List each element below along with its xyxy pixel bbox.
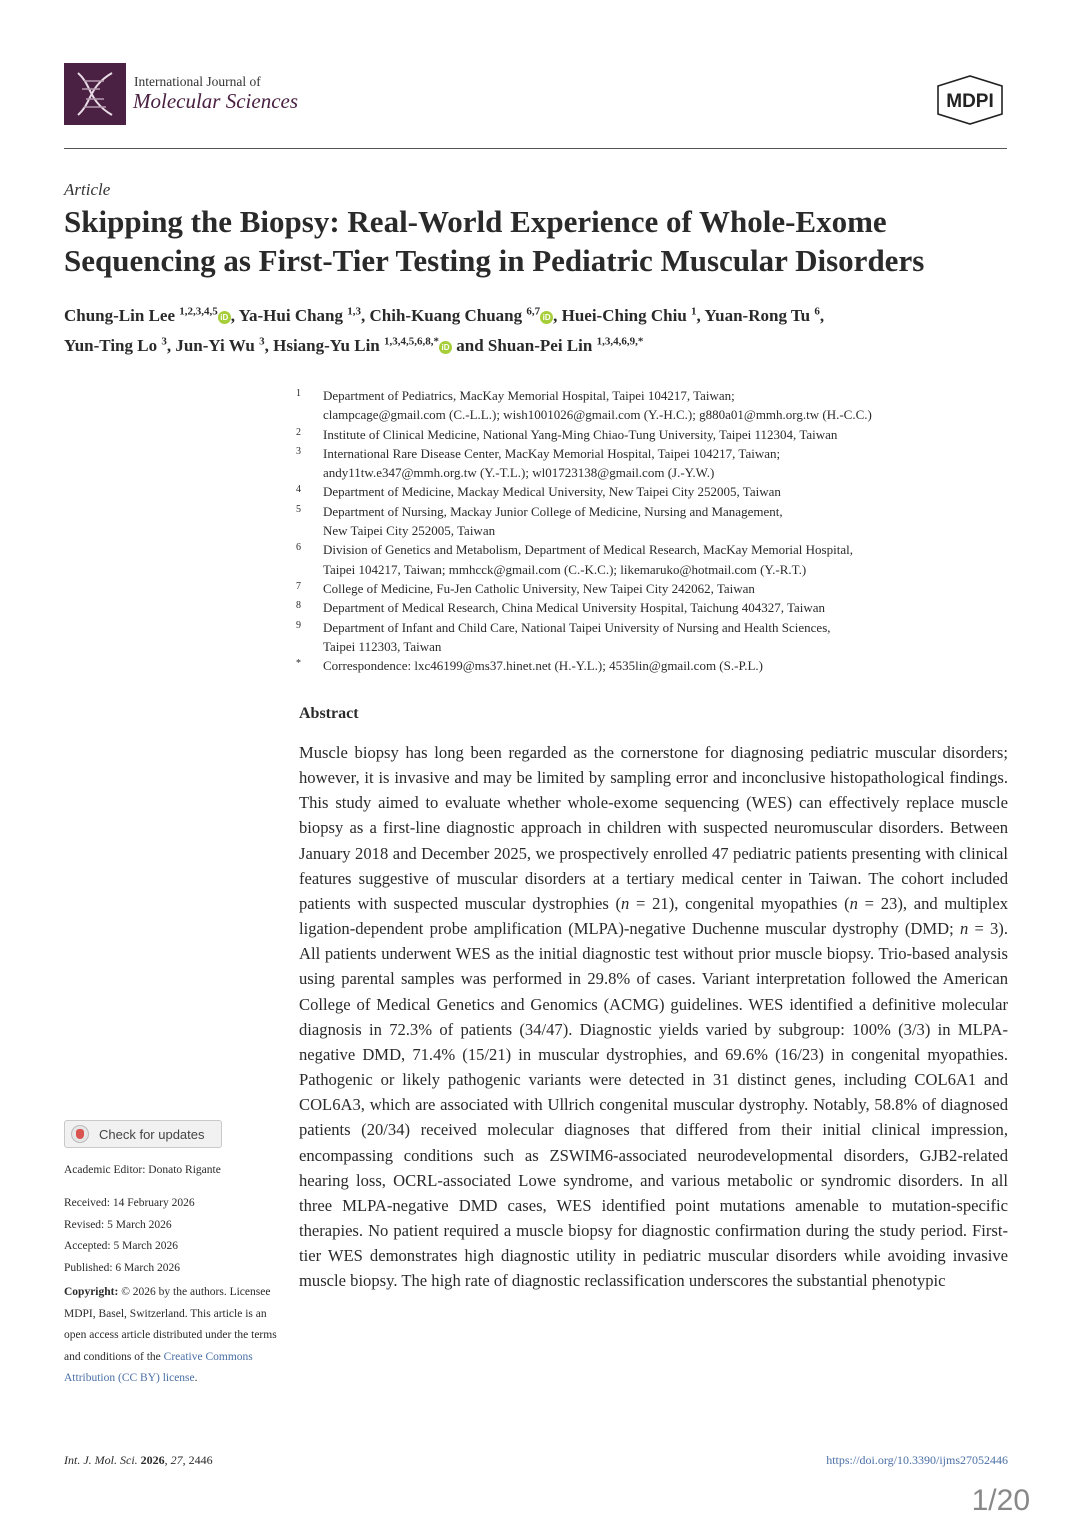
author-name: Huei-Ching Chiu bbox=[561, 305, 687, 325]
affiliation-text: Institute of Clinical Medicine, National Yang-Ming Chiao-Tung University, Taipei 112304, Taiwan bbox=[323, 426, 838, 442]
affiliation-item bbox=[296, 618, 996, 637]
author bbox=[370, 306, 562, 325]
author-name: Ya-Hui Chang bbox=[238, 305, 344, 325]
affiliation-text: Department of Infant and Child Care, National Taipei University of Nursing and Health Sciences, bbox=[323, 619, 831, 635]
affiliation-item bbox=[296, 521, 996, 540]
abstract-body: Muscle biopsy has long been regarded as the cornerstone for diagnosing pediatric muscular disorders; however, it is invasive and may be limited by sampling error and inconclusive histopathological findings. This study aimed to evaluate whether whole-exome sequencing (WES) can effectively replace muscle biopsy as a first-line diagnostic approach in children with suspected neuromuscular disorders. Between January 2018 and December 2025, we prospectively enrolled 47 pediatric patients presenting with clinical features suggestive of muscular disorders at a tertiary medical center in Taiwan. The cohort included patients with suspected muscular dystrophies (n = 21), congenital myopathies (n = 23), and multiplex ligation-dependent probe amplification (MLPA)-negative Duchenne muscular dystrophy (DMD; n = 3). All patients underwent WES as the initial diagnostic test without prior muscle biopsy. Trio-based analysis using parental samples was performed in 29.8% of cases. Variant interpretation followed the American College of Medical Genetics and Genomics (ACMG) guidelines. WES identified a definitive molecular diagnosis in 72.3% of patients (34/47). Diagnostic yields varied by subgroup: 100% (3/3) in MLPA-negative DMD, 71.4% (15/21) in muscular dystrophies, and 69.6% (16/23) in congenital myopathies. Pathogenic or likely pathogenic variants were detected in 31 distinct genes, including COL6A1 and COL6A3, which are associated with Ullrich congenital muscular dystrophy. Notably, 58.8% of diagnosed patients (20/34) received molecular diagnoses that differed from their initial clinical impression, encompassing conditions such as ZSWIM6-associated neurodevelopmental disorders, GJB2-related hearing loss, OCRL-associated Lowe syndrome, and various metabolic or syndromic disorders. In all three MLPA-negative DMD cases, WES identified point mutations amenable to mutation-specific therapies. No patient required a muscle biopsy for diagnostic confirmation during the study period. First-tier WES demonstrates high diagnostic utility in pediatric muscular disorders while avoiding invasive muscle biopsy. The high rate of diagnostic reclassification underscores the substantial phenotypic bbox=[299, 743, 1008, 1291]
author-separator: , bbox=[264, 336, 274, 356]
author-name: Chung-Lin Lee bbox=[64, 305, 175, 325]
affiliation-text: New Taipei City 252005, Taiwan bbox=[323, 523, 496, 539]
affiliation-number: 1 bbox=[296, 388, 301, 399]
author-affiliation-sup: 6,7 bbox=[526, 305, 541, 317]
affiliation-number: 4 bbox=[296, 484, 301, 496]
author-name: Hsiang-Yu Lin bbox=[273, 336, 380, 356]
affiliation-number: 6 bbox=[296, 542, 301, 554]
author-affiliation-sup: 3 bbox=[161, 335, 167, 348]
doi-link[interactable]: https://doi.org/10.3390/ijms27052446 bbox=[826, 1453, 1008, 1467]
author bbox=[64, 336, 175, 355]
date-received: Received: 14 February 2026 bbox=[64, 1197, 195, 1209]
dna-helix-icon bbox=[64, 63, 126, 125]
article-type: Article bbox=[64, 180, 111, 199]
author-affiliation-sup: 1,3,4,6,9,* bbox=[596, 335, 644, 348]
affiliation-number bbox=[296, 405, 323, 424]
check-updates-label: Check for updates bbox=[99, 1126, 205, 1142]
author-separator: , bbox=[230, 305, 239, 325]
affiliation-number bbox=[296, 560, 323, 579]
abstract-heading: Abstract bbox=[299, 705, 359, 722]
affiliation-number: 9 bbox=[296, 619, 301, 631]
affiliation-number: 3 bbox=[296, 445, 301, 457]
affiliation-text: Department of Medicine, Mackay Medical University, New Taipei City 252005, Taiwan bbox=[323, 484, 781, 500]
orcid-icon[interactable]: iD bbox=[439, 341, 452, 354]
author bbox=[273, 336, 488, 355]
author bbox=[175, 336, 273, 355]
affiliation-item bbox=[296, 405, 996, 424]
affiliation-item bbox=[296, 482, 996, 501]
author-affiliation-sup: 1 bbox=[691, 305, 697, 317]
publisher-name: MDPI bbox=[946, 91, 994, 112]
author-affiliation-sup: 1,3,4,5,6,8,* bbox=[384, 335, 439, 348]
author-separator: and bbox=[452, 336, 488, 356]
header-divider bbox=[64, 148, 1007, 149]
author-name: Shuan-Pei Lin bbox=[487, 336, 593, 356]
license-link[interactable]: Creative Commons Attribution (CC BY) license bbox=[64, 1350, 253, 1384]
check-for-updates-button[interactable] bbox=[64, 1120, 222, 1148]
affiliation-number: 5 bbox=[296, 503, 301, 515]
date-accepted: Accepted: 5 March 2026 bbox=[64, 1240, 179, 1252]
author-name: Yun-Ting Lo bbox=[64, 336, 158, 356]
affiliation-text: Division of Genetics and Metabolism, Department of Medical Research, MacKay Memorial Hospital, bbox=[323, 542, 853, 558]
affiliation-item bbox=[296, 463, 996, 482]
author bbox=[562, 306, 705, 325]
affiliation-item bbox=[296, 502, 996, 521]
affiliation-text: Department of Medical Research, China Medical University Hospital, Taichung 404327, Taiwan bbox=[323, 600, 826, 616]
author-name: Jun-Yi Wu bbox=[175, 336, 255, 356]
affiliation-item bbox=[296, 540, 996, 559]
affiliation-item bbox=[296, 656, 996, 675]
affiliation-item bbox=[296, 425, 996, 444]
mdpi-logo[interactable] bbox=[930, 74, 1010, 131]
author bbox=[704, 306, 824, 325]
author-affiliation-sup: 1,3 bbox=[347, 305, 362, 317]
affiliation-text: Correspondence: lxc46199@ms37.hinet.net (H.-Y.L.); 4535lin@gmail.com (S.-P.L.) bbox=[323, 658, 764, 674]
journal-name-line1: International Journal of bbox=[134, 74, 261, 89]
affiliation-item bbox=[296, 444, 996, 463]
orcid-icon[interactable]: iD bbox=[540, 311, 553, 324]
affiliation-number bbox=[296, 521, 323, 540]
affiliation-text: Department of Pediatrics, MacKay Memorial Hospital, Taipei 104217, Taiwan; bbox=[323, 388, 735, 403]
affiliation-number: 8 bbox=[296, 600, 301, 612]
journal-logo bbox=[64, 63, 126, 125]
affiliation-item bbox=[296, 386, 996, 405]
author-affiliation-sup: 6 bbox=[814, 305, 820, 317]
copyright-notice: Copyright: © 2026 by the authors. Licensee MDPI, Basel, Switzerland. This article is an open access article distributed under the terms and conditions of the Creative Commons Attribution (CC BY) license. bbox=[64, 1286, 277, 1384]
author-separator: , bbox=[553, 305, 562, 325]
affiliation-text: clampcage@gmail.com (C.-L.L.); wish1001026@gmail.com (Y.-H.C.); g880a01@mmh.org.tw (H.-C.C.) bbox=[323, 407, 872, 423]
affiliation-text: College of Medicine, Fu-Jen Catholic University, New Taipei City 242062, Taiwan bbox=[323, 580, 755, 596]
affiliation-text: Taipei 104217, Taiwan; mmhcck@gmail.com (C.-K.C.); likemaruko@hotmail.com (Y.-R.T.) bbox=[323, 561, 807, 577]
author-separator: , bbox=[166, 336, 176, 356]
affiliation-text: andy11tw.e347@mmh.org.tw (Y.-T.L.); wl01723138@gmail.com (J.-Y.W.) bbox=[323, 465, 715, 481]
affiliation-text: Taipei 112303, Taiwan bbox=[323, 638, 442, 654]
author-affiliation-sup: 3 bbox=[259, 335, 265, 348]
affiliation-item bbox=[296, 637, 996, 656]
author-list bbox=[64, 298, 1024, 359]
academic-editor: Academic Editor: Donato Rigante bbox=[64, 1164, 221, 1176]
author-affiliation-sup: 1,2,3,4,5 bbox=[179, 305, 218, 317]
affiliation-item bbox=[296, 579, 996, 598]
affiliation-text: International Rare Disease Center, MacKay Memorial Hospital, Taipei 104217, Taiwan; bbox=[323, 445, 781, 461]
date-published: Published: 6 March 2026 bbox=[64, 1261, 180, 1274]
update-badge-icon bbox=[71, 1125, 89, 1143]
author-name: Chih-Kuang Chuang bbox=[369, 305, 523, 325]
author-separator: , bbox=[696, 305, 705, 325]
citation-footer: Int. J. Mol. Sci. 2026, 27, 2446 bbox=[64, 1453, 213, 1467]
affiliation-number: 2 bbox=[296, 426, 301, 438]
affiliation-text: Department of Nursing, Mackay Junior College of Medicine, Nursing and Management, bbox=[323, 503, 783, 519]
affiliation-number: 7 bbox=[296, 580, 301, 592]
affiliation-item bbox=[296, 560, 996, 579]
affiliation-list bbox=[296, 386, 996, 675]
date-revised: Revised: 5 March 2026 bbox=[64, 1218, 172, 1231]
publication-dates bbox=[64, 1193, 279, 1279]
author-name: Yuan-Rong Tu bbox=[704, 305, 811, 325]
author bbox=[64, 306, 239, 325]
author bbox=[239, 306, 370, 325]
orcid-icon[interactable]: iD bbox=[218, 311, 231, 324]
journal-name-line2: Molecular Sciences bbox=[133, 89, 299, 113]
article-title: Skipping the Biopsy: Real-World Experience of Whole-Exome Sequencing as First-Tier Testing in Pediatric Muscular Disorders bbox=[64, 204, 925, 278]
affiliation-number bbox=[296, 637, 323, 656]
affiliation-number bbox=[296, 463, 323, 482]
affiliation-number: * bbox=[296, 658, 301, 670]
affiliation-item bbox=[296, 598, 996, 617]
author-separator: , bbox=[819, 305, 825, 325]
page-indicator: 1/20 bbox=[971, 1484, 1030, 1517]
author-separator: , bbox=[361, 305, 370, 325]
author bbox=[488, 336, 643, 355]
